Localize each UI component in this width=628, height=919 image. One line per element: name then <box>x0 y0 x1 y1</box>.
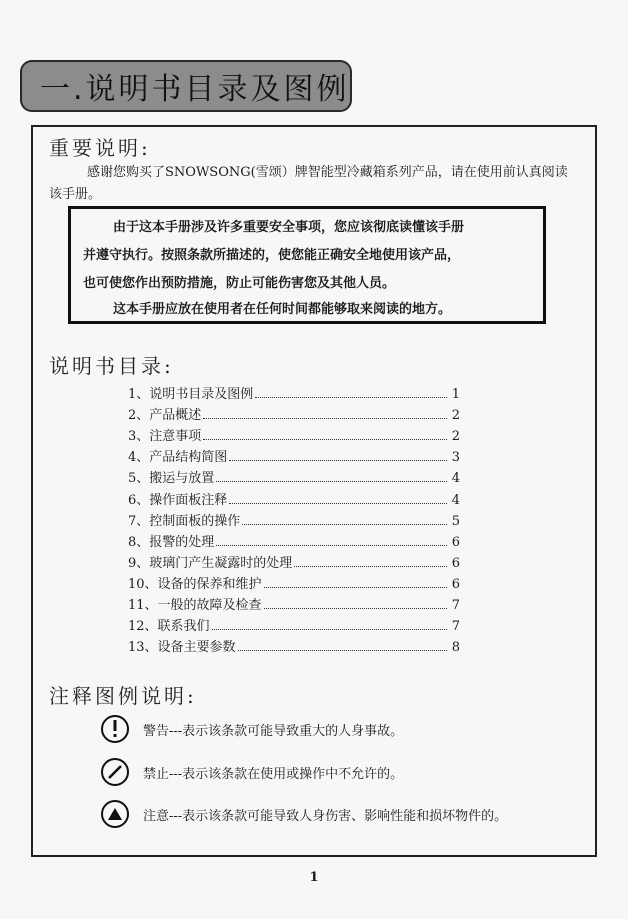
toc-item-page: 4 <box>451 471 460 486</box>
toc-item-page: 1 <box>451 387 460 402</box>
toc-leader <box>212 628 447 630</box>
page-number: 1 <box>309 870 319 885</box>
toc-item <box>128 404 460 424</box>
toc-leader <box>255 396 447 398</box>
toc-leader <box>229 459 447 461</box>
toc-leader <box>264 586 447 588</box>
toc-item-page: 4 <box>451 493 460 508</box>
section-header-banner <box>20 60 352 112</box>
toc-leader <box>216 480 447 482</box>
toc-item-page: 2 <box>451 429 460 444</box>
toc-item-label: 9、玻璃门产生凝露时的处理 <box>128 556 293 571</box>
intro-paragraph: 感谢您购买了SNOWSONG(雪颂）牌智能型冷藏箱系列产品，请在使用前认真阅读该手册。 <box>49 165 568 202</box>
legend-title: 注释图例说明: <box>49 684 197 708</box>
toc-item-label: 3、注意事项 <box>128 429 202 444</box>
notice-line: 也可使您作出预防措施，防止可能伤害您及其他人员。 <box>83 276 396 291</box>
legend-item-warning <box>101 712 403 746</box>
toc-item-label: 13、设备主要参数 <box>128 640 236 655</box>
toc-item-label: 4、产品结构简图 <box>128 450 228 465</box>
toc-leader <box>264 607 447 609</box>
toc-item-page: 2 <box>451 408 460 423</box>
toc-item-page: 7 <box>451 598 460 613</box>
toc-item-label: 2、产品概述 <box>128 408 202 423</box>
toc-item-page: 6 <box>451 577 460 592</box>
legend-text: 注意---表示该条款可能导致人身伤害、影响性能和损坏物件的。 <box>143 808 508 824</box>
toc-item <box>128 594 460 614</box>
toc-item <box>128 467 460 487</box>
important-title: 重要说明: <box>49 136 151 160</box>
triangle-icon <box>101 800 129 828</box>
toc-item-label: 7、控制面板的操作 <box>128 514 241 529</box>
section-title: 一.说明书目录及图例 <box>40 72 350 107</box>
toc-title: 说明书目录: <box>49 354 174 378</box>
toc-item-label: 1、说明书目录及图例 <box>128 387 254 402</box>
toc-item <box>128 489 460 509</box>
toc-item-page: 7 <box>451 619 460 634</box>
prohibited-icon <box>101 758 129 786</box>
toc-item <box>128 425 460 445</box>
toc-leader <box>203 438 447 440</box>
toc-item-page: 6 <box>451 535 460 550</box>
exclamation-icon <box>101 715 129 743</box>
legend-item-prohibited <box>101 755 403 789</box>
safety-notice-box <box>68 206 546 324</box>
toc-item-label: 5、搬运与放置 <box>128 471 215 486</box>
notice-line: 并遵守执行。按照条款所描述的，使您能正确安全地使用该产品， <box>83 248 461 263</box>
toc-item <box>128 531 460 551</box>
toc-item <box>128 552 460 572</box>
toc-item <box>128 510 460 530</box>
toc-item-label: 11、一般的故障及检查 <box>128 598 262 613</box>
toc-leader <box>203 417 447 419</box>
toc-item-label: 10、设备的保养和维护 <box>128 577 262 592</box>
legend-text: 警告---表示该条款可能导致重大的人身事故。 <box>143 723 404 739</box>
toc-leader <box>294 565 447 567</box>
notice-line: 由于这本手册涉及许多重要安全事项，您应该彻底读懂该手册 <box>113 220 465 235</box>
toc-item-label: 12、联系我们 <box>128 619 210 634</box>
toc-leader <box>242 523 447 525</box>
toc-item <box>128 446 460 466</box>
toc-item-page: 5 <box>451 514 460 529</box>
toc-item-page: 8 <box>451 640 460 655</box>
toc-item-label: 8、报警的处理 <box>128 535 215 550</box>
toc-item-page: 6 <box>451 556 460 571</box>
notice-line: 这本手册应放在使用者在任何时间都能够取来阅读的地方。 <box>113 302 452 317</box>
legend-item-caution <box>101 797 507 831</box>
toc-leader <box>229 502 447 504</box>
toc-item <box>128 636 460 656</box>
toc-leader <box>238 649 447 651</box>
toc-item <box>128 573 460 593</box>
toc-item <box>128 383 460 403</box>
legend-text: 禁止---表示该条款在使用或操作中不允许的。 <box>143 766 404 782</box>
toc-item <box>128 615 460 635</box>
toc-item-label: 6、操作面板注释 <box>128 493 228 508</box>
toc-leader <box>216 544 447 546</box>
toc-item-page: 3 <box>451 450 460 465</box>
